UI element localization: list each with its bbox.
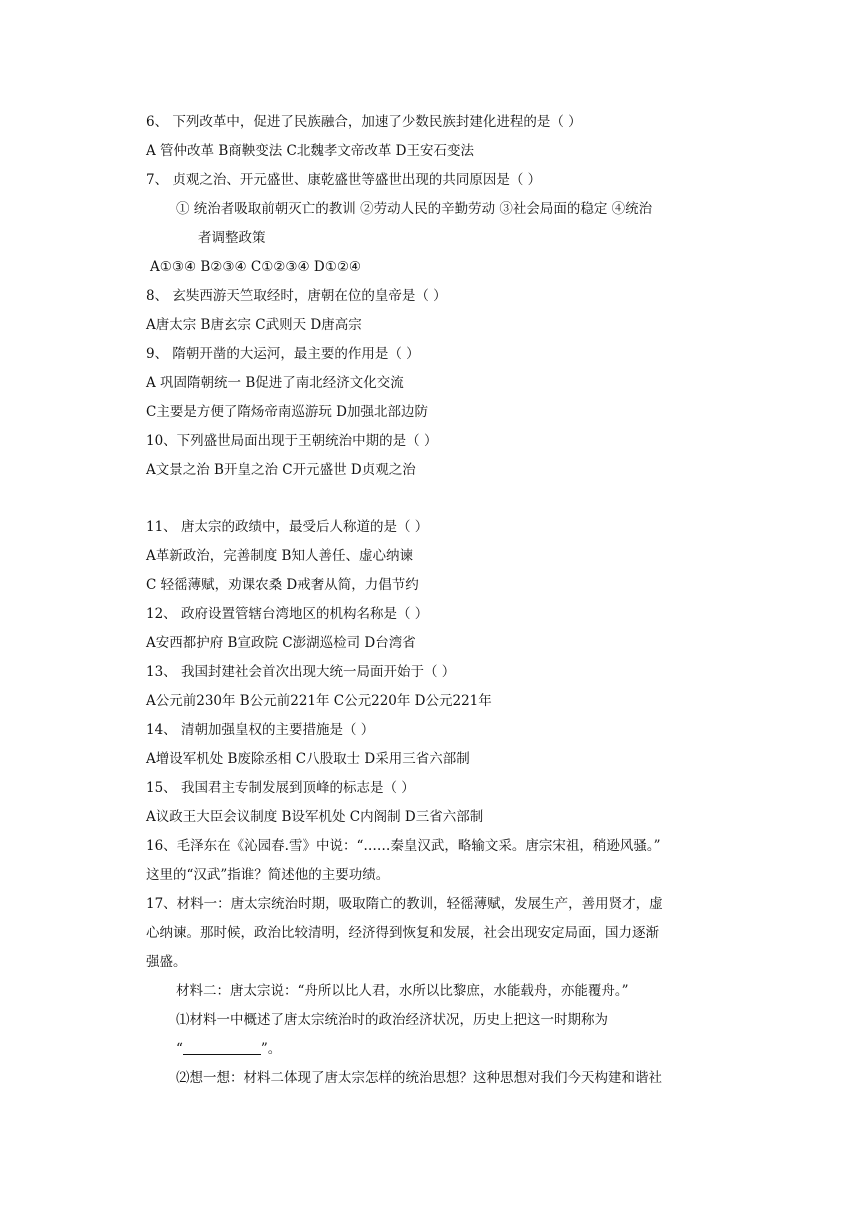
q14-options: A增设军机处 B废除丞相 C八股取士 D采用三省六部制 [146,751,470,767]
answer-blank[interactable] [183,1040,261,1055]
q6-options: A 管仲改革 B商鞅变法 C北魏孝文帝改革 D王安石变法 [146,143,474,159]
q16-line1: 16、毛泽东在《沁园春.雪》中说：“……秦皇汉武，略输文采。唐宗宋祖，稍逊风骚。” [146,838,661,854]
q11-options-line1: A革新政治，完善制度 B知人善任、虚心纳谏 [146,548,413,564]
q13-stem: 13、 我国封建社会首次出现大统一局面开始于（ ） [146,664,456,680]
q17-line3: 强盛。 [146,954,187,970]
q7-options: A①③④ B②③④ C①②③④ D①②④ [150,259,362,275]
q17-line1: 17、材料一：唐太宗统治时期，吸取隋亡的教训，轻徭薄赋，发展生产，善用贤才，虚 [146,896,663,912]
q9-stem: 9、 隋朝开凿的大运河，最主要的作用是（ ） [146,346,420,362]
q10-options: A文景之治 B开皇之治 C开元盛世 D贞观之治 [146,462,416,478]
q9-options-line2: C主要是方便了隋炀帝南巡游玩 D加强北部边防 [146,404,428,420]
q9-options-line1: A 巩固隋朝统一 B促进了南北经济文化交流 [146,375,404,391]
q7-items-line1: ① 统治者吸取前朝灭亡的教训 ②劳动人民的辛勤劳动 ③社会局面的稳定 ④统治 [176,201,653,217]
q15-stem: 15、 我国君主专制发展到顶峰的标志是（ ） [146,780,415,796]
q12-options: A安西都护府 B宣政院 C澎湖巡检司 D台湾省 [146,635,416,651]
q13-options: A公元前230年 B公元前221年 C公元220年 D公元221年 [146,693,492,709]
q14-stem: 14、 清朝加强皇权的主要措施是（ ） [146,722,375,738]
q10-stem: 10、下列盛世局面出现于王朝统治中期的是（ ） [146,433,438,449]
q17-material2: 材料二：唐太宗说：“舟所以比人君，水所以比黎庶，水能载舟，亦能覆舟。” [176,983,629,999]
q7-stem: 7、 贞观之治、开元盛世、康乾盛世等盛世出现的共同原因是（ ） [146,172,542,188]
q6-stem: 6、 下列改革中，促进了民族融合，加速了少数民族封建化进程的是（ ） [146,114,582,130]
q17-sub1-line1: ⑴材料一中概述了唐太宗统治时的政治经济状况，历史上把这一时期称为 [176,1012,608,1028]
q17-sub1-line2 [176,1039,281,1059]
q15-options: A议政王大臣会议制度 B设军机处 C内阁制 D三省六部制 [146,809,484,825]
q16-line2: 这里的“汉武”指谁？简述他的主要功绩。 [146,867,390,883]
q17-open-quote: “ [176,1041,183,1057]
q11-options-line2: C 轻徭薄赋，劝课农桑 D戒奢从简，力倡节约 [146,577,419,593]
q12-stem: 12、 政府设置管辖台湾地区的机构名称是（ ） [146,606,429,622]
q17-line2: 心纳谏。那时候，政治比较清明，经济得到恢复和发展，社会出现安定局面，国力逐渐 [146,925,659,941]
q17-sub2-line1: ⑵想一想：材料二体现了唐太宗怎样的统治思想？这种思想对我们今天构建和谐社 [176,1070,662,1086]
q17-close-quote: ”。 [260,1041,282,1057]
q7-items-line2: 者调整政策 [198,230,266,246]
q11-stem: 11、 唐太宗的政绩中，最受后人称道的是（ ） [146,519,429,535]
q8-stem: 8、 玄奘西游天竺取经时，唐朝在位的皇帝是（ ） [146,288,447,304]
q8-options: A唐太宗 B唐玄宗 C武则天 D唐高宗 [146,317,362,333]
